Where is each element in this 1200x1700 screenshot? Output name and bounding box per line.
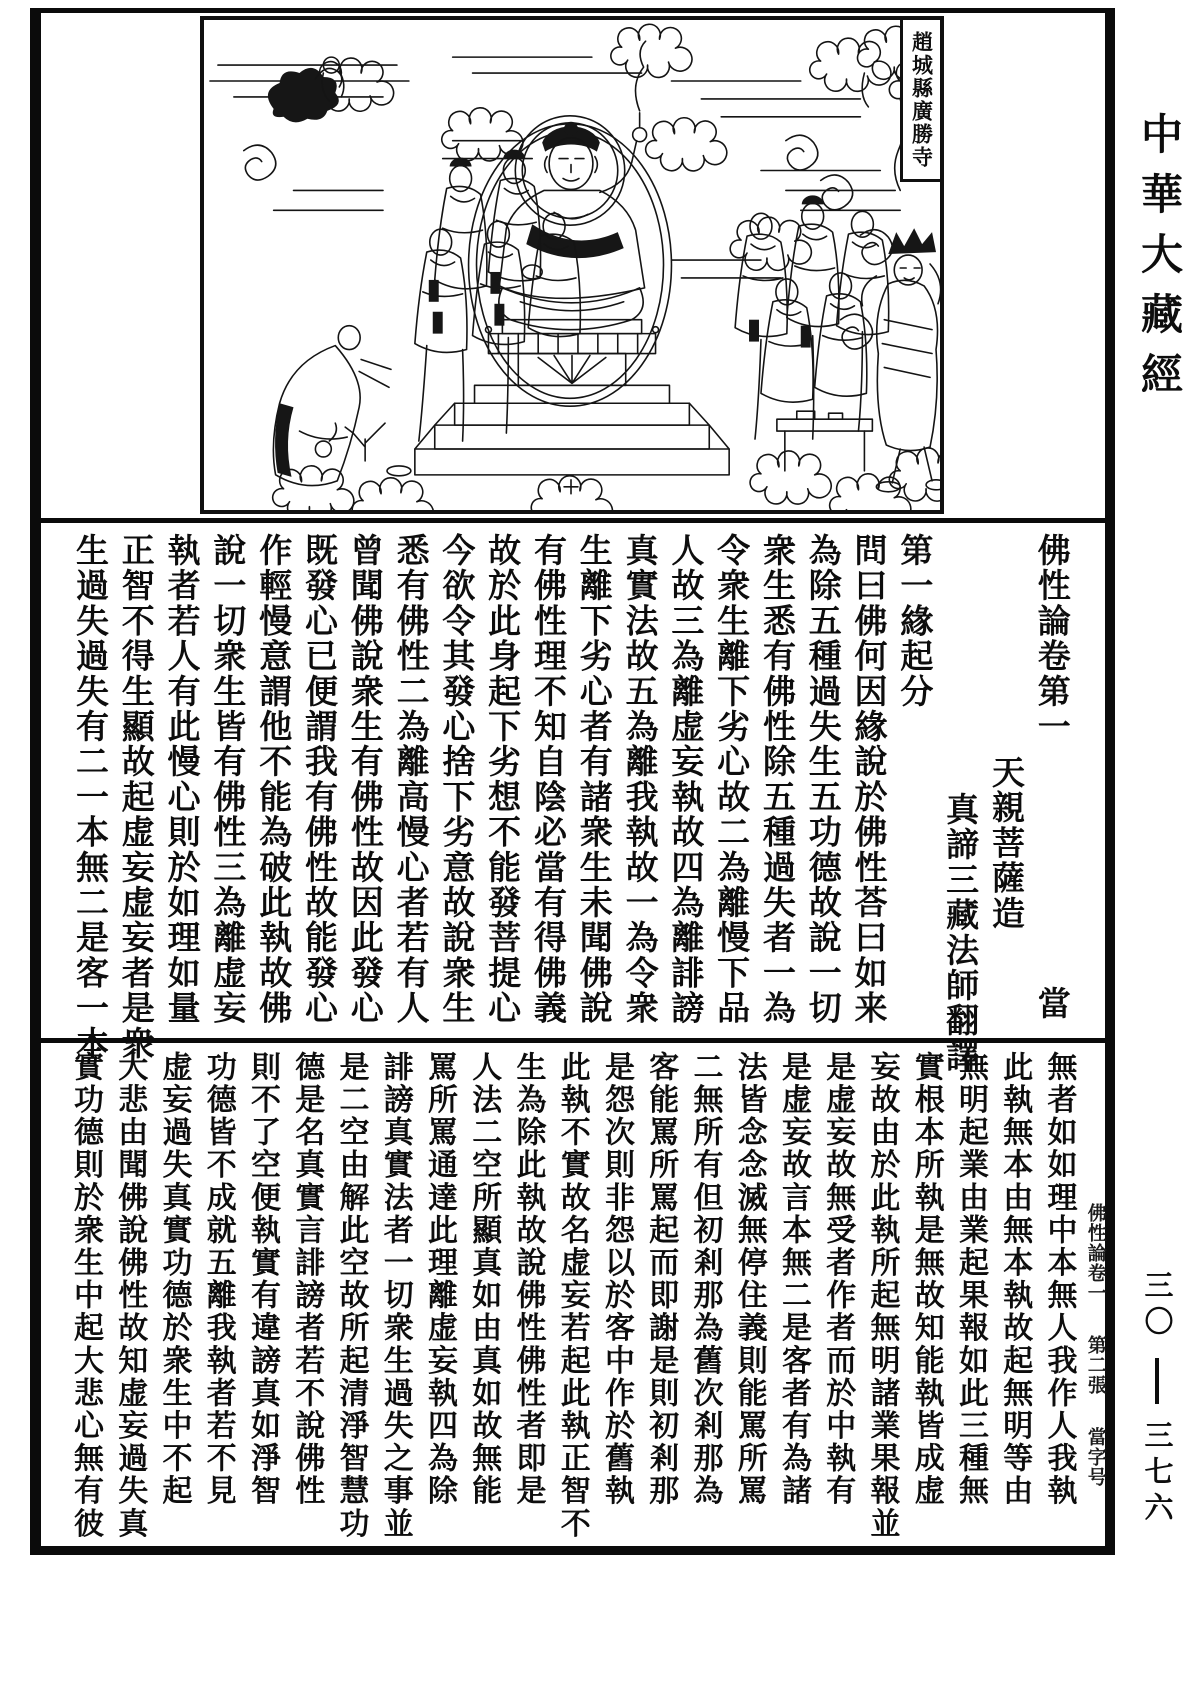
column-text: 生為除此執故說佛性佛性者即是 xyxy=(511,1051,545,1508)
column-text: 無明起業由業起果報如此三種無 xyxy=(954,1051,987,1508)
column-text: 衆生悉有佛性除五種過失者一為 xyxy=(757,533,794,1026)
text-column xyxy=(464,1051,502,1548)
divider-below-illustration xyxy=(30,518,1115,523)
volume-number: 三〇 xyxy=(1140,1270,1173,1342)
column-text: 功德皆不成就五離我執者若不見 xyxy=(201,1051,235,1508)
text-column xyxy=(391,533,429,1035)
column-text: 是二空由解此空故所起清淨智慧功 xyxy=(334,1051,368,1540)
text-column xyxy=(774,1051,812,1548)
column-text: 既發心已便謂我有佛性故能發心 xyxy=(299,533,336,1026)
collation-note-segment: 當字号 xyxy=(1084,1427,1106,1487)
column-text: 德是名真實言誹謗者若不說佛性 xyxy=(290,1051,324,1508)
text-column xyxy=(730,1051,768,1548)
text-column xyxy=(332,1051,370,1548)
text-column xyxy=(553,1051,591,1548)
column-text: 問曰佛何因緣說於佛性荅曰如来 xyxy=(849,533,886,1026)
sutra-text-middle-section xyxy=(70,533,1070,1074)
column-text: 是虚妄故無受者作者而於中執有 xyxy=(821,1051,855,1508)
woodblock-illustration xyxy=(200,16,944,514)
column-text: 是虚妄故言本無二是客者有為諸 xyxy=(777,1051,810,1508)
page-reference-dash xyxy=(1155,1358,1159,1404)
text-column xyxy=(243,1051,281,1548)
case-cipher-character: 當 xyxy=(1032,985,1069,1021)
text-column xyxy=(70,533,108,1061)
text-column xyxy=(287,1051,325,1548)
text-column xyxy=(253,533,291,1035)
column-text: 曾聞佛說衆生有佛性故因此發心 xyxy=(345,533,382,1026)
column-text: 生離下劣心者有諸衆生未聞佛說 xyxy=(574,533,611,1026)
column-text: 有佛性理不知自陰必當有得佛義 xyxy=(528,533,565,1026)
text-column xyxy=(345,533,383,1035)
text-column xyxy=(420,1051,458,1548)
text-column xyxy=(110,1051,148,1548)
text-column xyxy=(620,533,658,1035)
column-text: 故於此身起下劣想不能發菩提心 xyxy=(483,533,520,1026)
column-text: 客能罵所罵起而即謝是則初剎那 xyxy=(644,1051,678,1508)
column-text: 實根本所執是無故知能執皆成虚 xyxy=(909,1051,943,1508)
column-text: 令衆生離下劣心故二為離慢下品 xyxy=(712,533,749,1026)
text-column xyxy=(155,1051,193,1548)
column-text: 是怨次則非怨以於客中作於舊執 xyxy=(600,1051,633,1508)
page-reference xyxy=(1137,1270,1177,1528)
text-column xyxy=(665,533,703,1035)
canon-margin-title: 中華大藏經 xyxy=(1135,112,1181,412)
column-text: 此執無本由無本執故起無明等由 xyxy=(998,1051,1032,1508)
column-text: 為除五種過失生五功德故說一切 xyxy=(803,533,840,1026)
text-column xyxy=(995,1051,1033,1548)
column-text: 二無所有但初剎那為舊次剎那為 xyxy=(688,1051,722,1508)
column-text: 則不了空便執實有違謗真如淨智 xyxy=(246,1051,279,1508)
beast-and-rider xyxy=(244,57,344,180)
text-column xyxy=(482,533,520,1035)
text-column xyxy=(803,533,841,1035)
text-column xyxy=(199,1051,237,1548)
column-text: 大悲由聞佛說佛性故知虚妄過失真 xyxy=(113,1051,147,1540)
text-column xyxy=(1032,533,1070,1035)
column-text: 天親菩薩造 xyxy=(986,755,1023,931)
column-text: 法皆念念滅無停住義則能罵所罵 xyxy=(732,1051,766,1508)
column-text: 人故三為離虚妄執故四為離誹謗 xyxy=(666,533,703,1026)
text-column xyxy=(528,533,566,1035)
column-text: 正智不得生顯故起虚妄虚妄者是衆 xyxy=(116,533,153,1061)
text-column xyxy=(66,1051,104,1548)
column-text: 佛性論卷第一 xyxy=(1032,533,1069,745)
guardian-figure xyxy=(862,228,940,492)
column-text: 無者如如理中本無人我作人我執 xyxy=(1042,1051,1076,1508)
text-column xyxy=(951,1051,989,1548)
column-text: 真實法故五為離我執故一為令衆 xyxy=(620,533,657,1026)
column-text: 第一緣起分 xyxy=(895,533,932,709)
text-column xyxy=(641,1051,679,1548)
text-column xyxy=(116,533,154,1061)
text-column xyxy=(1040,1051,1078,1548)
text-column xyxy=(436,533,474,1035)
column-text: 虚妄過失真實功德於衆生中不起 xyxy=(157,1051,191,1508)
text-column xyxy=(757,533,795,1035)
column-text: 生過失過失有二一本無二是客一本 xyxy=(71,533,107,1061)
temple-label: 趙城縣廣勝寺 xyxy=(909,30,934,169)
text-column xyxy=(863,1051,901,1548)
buddha-figure xyxy=(499,41,647,329)
column-text: 執者若人有此慢心則於如理如量 xyxy=(162,533,199,1026)
column-text: 罵所罵通達此理離虚妄執四為除 xyxy=(423,1051,456,1508)
column-text: 真諦三藏法師翻譯 xyxy=(941,792,978,1074)
right-monks-group xyxy=(735,195,889,471)
text-column xyxy=(299,533,337,1035)
text-column xyxy=(207,533,245,1035)
text-column xyxy=(907,1051,945,1548)
column-text: 悉有佛性二為離高慢心者若有人 xyxy=(391,533,428,1026)
column-text: 今欲令其發心捨下劣意故說衆生 xyxy=(437,533,474,1026)
column-text: 說一切衆生皆有佛性三為離虚妄 xyxy=(208,533,245,1026)
column-text: 妄故由於此執所起無明諸業果報並 xyxy=(865,1051,899,1540)
collation-note-column xyxy=(1084,1051,1106,1700)
column-text: 誹謗真實法者一切衆生過失之事並 xyxy=(378,1051,412,1540)
column-text: 此執不實故名虚妄若起此執正智不 xyxy=(555,1051,589,1540)
offering-objects xyxy=(315,423,410,476)
column-text: 實功德則於衆生中起大悲心無有彼 xyxy=(69,1051,102,1540)
text-column xyxy=(818,1051,856,1548)
collation-note-segment: 佛性論卷一 xyxy=(1084,1203,1106,1303)
text-column xyxy=(849,533,887,1035)
text-column xyxy=(597,1051,635,1548)
text-column xyxy=(574,533,612,1035)
temple-label-cartouche xyxy=(900,20,940,182)
collation-note-segment: 第二張 xyxy=(1084,1335,1106,1395)
column-text: 作輕慢意謂他不能為破此執故佛 xyxy=(254,533,291,1026)
text-column xyxy=(509,1051,547,1548)
text-column xyxy=(894,533,932,1035)
text-column xyxy=(162,533,200,1035)
sutra-text-bottom-section xyxy=(66,1051,1106,1548)
text-column xyxy=(376,1051,414,1548)
page-number: 三七六 xyxy=(1140,1420,1173,1528)
kneeling-elder xyxy=(273,326,391,486)
text-column xyxy=(711,533,749,1035)
text-column xyxy=(686,1051,724,1548)
woodblock-scene xyxy=(204,20,940,510)
column-text: 人法二空所顯真如由真如故無能 xyxy=(467,1051,501,1508)
